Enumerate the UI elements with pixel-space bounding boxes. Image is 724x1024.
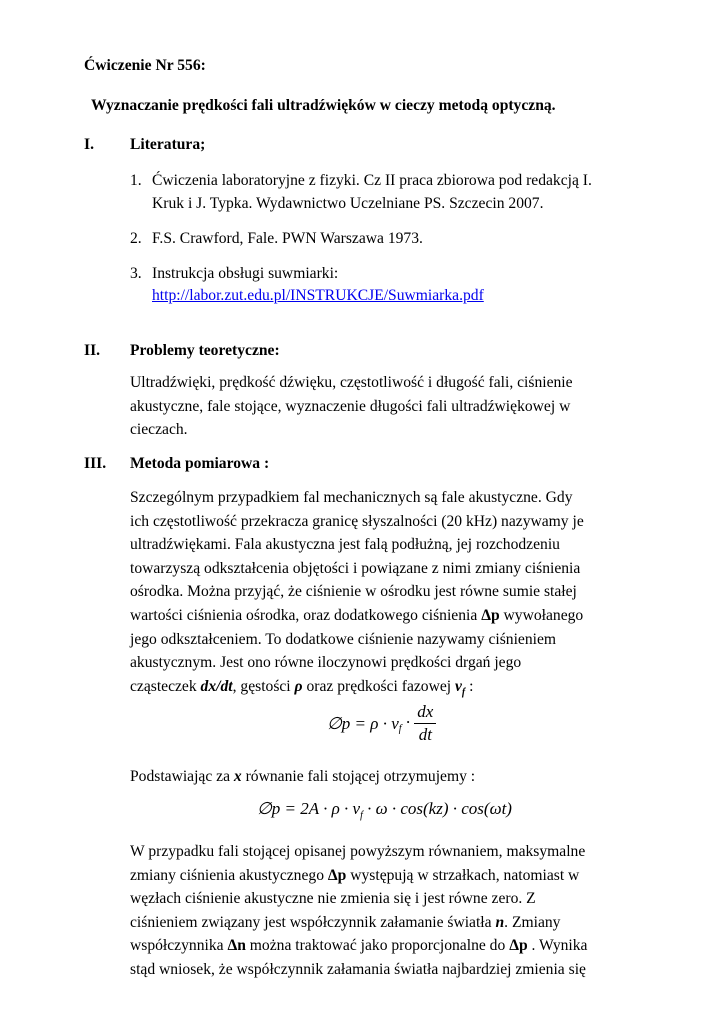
section-1-numeral: I. [84, 136, 94, 153]
paragraph-line: ich częstotliwość przekracza granicę słyszalności (20 kHz) nazywamy je [130, 512, 584, 530]
paragraph-line: węzłach ciśnienie akustyczne nie zmienia się i jest równe zero. Z [130, 890, 536, 908]
list-item-2-number: 2. [130, 230, 142, 247]
equation-2: ∅p = $2A \cdot \rho \cdot v_f \cdot \omega \cdot \cos(kz) \cdot \cos(\omega t)$ [257, 799, 512, 821]
substitution-line: Podstawiając za x równanie fali stojącej otrzymujemy : [130, 768, 476, 785]
paragraph-line: cząsteczek dx/dt, gęstości ρ oraz prędkości fazowej $v_f$ : [130, 677, 474, 698]
section-2-heading: Problemy teoretyczne: [130, 342, 280, 359]
list-item-1-number: 1. [130, 172, 142, 189]
paragraph-line: współczynnika Δn można traktować jako proporcjonalne do Δp . Wynika [130, 937, 588, 955]
dxdt-symbol: dx/dt [200, 677, 233, 695]
paragraph-line: ciśnieniem związany jest współczynnik załamanie światła n. Zmiany [130, 913, 561, 931]
fraction-dx-dt: $\frac{dx}{dt}$ [414, 701, 436, 746]
list-item-1-line1: Ćwiczenia laboratoryjne z fizyki. Cz II praca zbiorowa pod redakcją I. [152, 172, 592, 189]
section-2-paragraph [130, 371, 650, 442]
list-item-3-line1: Instrukcja obsługi suwmiarki: [152, 265, 339, 282]
exercise-number: Ćwiczenie Nr 556: [84, 57, 206, 74]
list-item-2-line1: F.S. Crawford, Fale. PWN Warszawa 1973. [152, 230, 423, 247]
paragraph-line: stąd wniosek, że współczynnik załamania światła najbardziej zmienia się [130, 960, 586, 978]
paragraph-line: W przypadku fali stojącej opisanej powyższym równaniem, maksymalne [130, 843, 586, 860]
paragraph-line: ultradźwiękami. Fala akustyczna jest falą podłużną, jej rozchodzeniu [130, 536, 560, 554]
paragraph-line: Szczególnym przypadkiem fal mechanicznych są fale akustyczne. Gdy [130, 489, 573, 506]
vf-symbol: $v_f$ [455, 677, 466, 698]
paragraph-line: zmiany ciśnienia akustycznego Δp występują w strzałkach, natomiast w [130, 866, 580, 884]
section-2-line: akustyczne, fale stojące, wyznaczenie długości fali ultradźwiękowej w [130, 397, 571, 415]
x-variable: x [233, 768, 242, 785]
paragraph-line: jego odkształceniem. To dodatkowe ciśnienie nazywamy ciśnieniem [130, 630, 557, 648]
paragraph-line: ośrodka. Można przyjąć, że ciśnienie w ośrodku jest równe sumie stałej [130, 583, 577, 601]
suwmiarka-instruction-link[interactable]: http://labor.zut.edu.pl/INSTRUKCJE/Suwmiarka.pdf [152, 287, 484, 304]
paragraph-line: akustycznym. Jest ono równe iloczynowi prędkości drgań jego [130, 654, 522, 672]
section-2-line: Ultradźwięki, prędkość dźwięku, częstotliwość i długość fali, ciśnienie [130, 374, 573, 391]
list-item-1-line2: Kruk i J. Typka. Wydawnictwo Uczelniane PS. Szczecin 2007. [152, 195, 544, 212]
section-2-numeral: II. [84, 342, 101, 359]
rho-symbol: ρ [294, 677, 303, 695]
section-1-heading: Literatura; [130, 136, 206, 153]
section-3-heading: Metoda pomiarowa : [130, 455, 270, 472]
n-variable: n [495, 913, 505, 931]
list-item-3-number: 3. [130, 265, 142, 282]
delta-p-symbol: Δp [327, 866, 347, 884]
paragraph-line: towarzyszą odkształcenia objętości i powiązane z nimi zmiany ciśnienia [130, 559, 581, 577]
delta-n-symbol: Δn [227, 937, 246, 955]
equation-1: ∅p = $\rho \cdot v_f$ · $\frac{dx}{dt}$ [327, 701, 436, 746]
section-2-line: cieczach. [130, 421, 188, 439]
section-3-paragraph-2 [130, 840, 650, 982]
section-3-paragraph-1 [130, 486, 650, 704]
paragraph-line: wartości ciśnienia ośrodka, oraz dodatkowego ciśnienia Δp wywołanego [130, 606, 584, 624]
delta-p-symbol: Δp [481, 606, 500, 624]
document-title: Wyznaczanie prędkości fali ultradźwięków w cieczy metodą optyczną. [91, 97, 556, 114]
delta-p-symbol: Δp [509, 937, 528, 955]
section-3-numeral: III. [84, 455, 107, 472]
